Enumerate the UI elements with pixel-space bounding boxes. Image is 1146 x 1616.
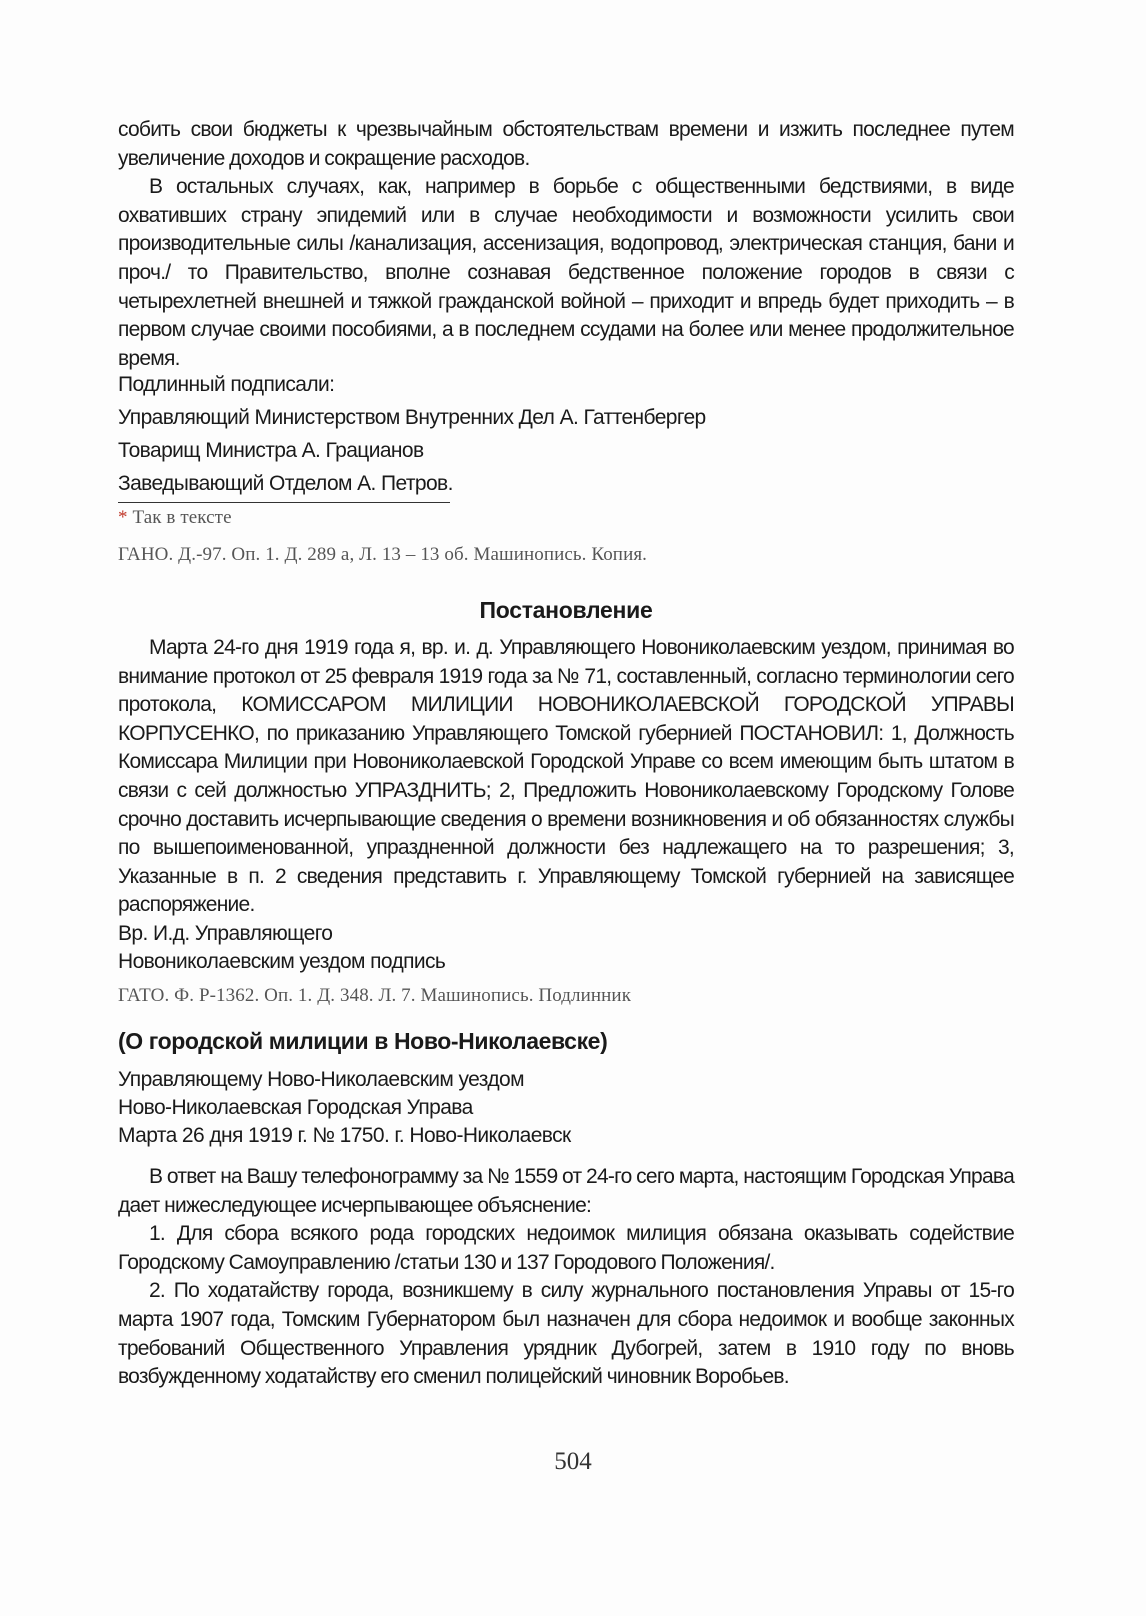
signatures-block (118, 368, 1014, 500)
letter-title: (О городской милиции в Ново-Николаевске) (118, 1028, 608, 1054)
address-line: Марта 26 дня 1919 г. № 1750. г. Ново-Николаевск (118, 1124, 571, 1147)
footnote-block (118, 502, 1014, 529)
address-line: Управляющему Ново-Николаевским уездом (118, 1068, 524, 1091)
archive-source: ГАНО. Д.-97. Оп. 1. Д. 289 а, Л. 13 – 13 об. Машинопись. Копия. (118, 544, 648, 565)
intro-paragraph-1: собить свои бюджеты к чрезвычайным обстоятельствам времени и изжить последнее путем увеличение доходов и сокращение расходов. (118, 118, 1014, 170)
archive-source: ГАТО. Ф. Р-1362. Оп. 1. Д. 348. Л. 7. Машинопись. Подлинник (118, 985, 632, 1006)
signature-line: Заведывающий Отделом А. Петров. (118, 472, 453, 495)
letter-paragraph: 1. Для сбора всякого рода городских недоимок милиция обязана оказывать содействие Городскому Самоуправлению /статьи 130 и 137 Городового Положения/. (118, 1222, 1014, 1274)
letter-paragraph: В ответ на Вашу телефонограмму за № 1559 от 24-го сего марта, настоящим Городская Управа дает нижеследующее исчерпывающее объяснение: (118, 1165, 1014, 1217)
signer-line: Вр. И.д. Управляющего (118, 922, 333, 945)
letter-body (118, 1163, 1014, 1392)
footnote-text: Так в тексте (132, 507, 232, 528)
letter-paragraph: 2. По ходатайству города, возникшему в силу журнального постановления Управы от 15-го марта 1907 года, Томским Губернатором был назначен для сбора недоимок и вообще законных требований Общественного Управления урядник Дубогрей, затем в 1910 году по вновь возбужденному ходатайству его сменил полицейский чиновник Воробьев. (118, 1279, 1014, 1389)
footnote-marker: * (118, 507, 128, 528)
resolution-signer (118, 920, 1014, 976)
signatures-heading: Подлинный подписали: (118, 373, 335, 396)
page-number: 504 (554, 1448, 592, 1475)
footnote (118, 507, 1014, 529)
intro-section (118, 116, 1014, 373)
signature-line: Управляющий Министерством Внутренних Дел А. Гаттенбергер (118, 406, 706, 429)
signature-line: Товарищ Министра А. Грацианов (118, 439, 424, 462)
resolution-body (118, 634, 1014, 920)
resolution-title: Постановление (479, 597, 653, 623)
letter-section (118, 1028, 1014, 1055)
footnote-rule (118, 502, 450, 503)
resolution-section (118, 597, 1014, 624)
signer-line: Новониколаевским уездом подпись (118, 950, 446, 973)
source-2 (118, 985, 1014, 1007)
address-line: Ново-Николаевская Городская Управа (118, 1096, 473, 1119)
source-1 (118, 544, 1014, 566)
letter-address (118, 1066, 1014, 1150)
intro-paragraph-2: В остальных случаях, как, например в борьбе с общественными бедствиями, в виде охвативших страну эпидемий или в случае необходимости и возможности усилить свои производительные силы /канализация, ассенизация, водопровод, электрическая станция, бани и проч./ то Правительство, вполне сознавая бедственное положение городов в связи с четырехлетней внешней и тяжкой гражданской войной – приходит и впредь будет приходить – в первом случае своими пособиями, а в последнем ссудами на более или менее продолжительное время. (118, 175, 1014, 370)
resolution-paragraph: Марта 24-го дня 1919 года я, вр. и. д. Управляющего Новониколаевским уездом, принимая во внимание протокол от 25 февраля 1919 года за № 71, составленный, согласно терминологии сего протокола, КОМИССАРОМ МИЛИЦИИ НОВОНИКОЛАЕВСКОЙ ГОРОДСКОЙ УПРАВЫ КОРПУСЕНКО, по приказанию Управляющего Томской губернией ПОСТАНОВИЛ: 1, Должность Комиссара Милиции при Новониколаевской Городской Управе со всем имеющим быть штатом в связи с сей должностью УПРАЗДНИТЬ; 2, Предложить Новониколаевскому Городскому Голове срочно доставить исчерпывающие сведения о времени возникновения и об обязанностях службы по вышепоименованной, упраздненной должности без надлежащего на то разрешения; 3, Указанные в п. 2 сведения представить г. Управляющему Томской губернией на зависящее распоряжение. (118, 636, 1014, 917)
